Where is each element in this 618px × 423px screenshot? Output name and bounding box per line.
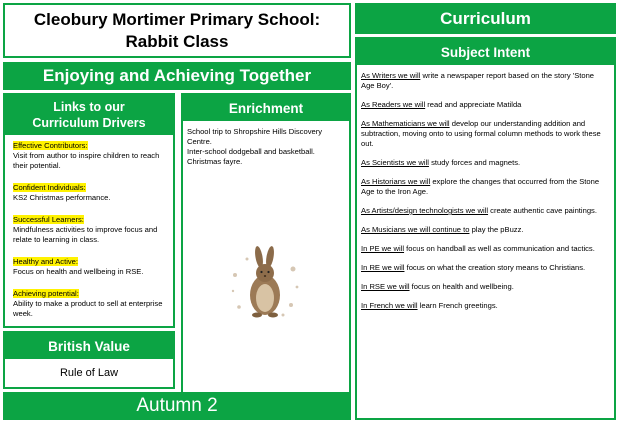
- subject-intent-panel: [355, 37, 616, 420]
- driver-label: Confident Individuals:: [13, 183, 86, 192]
- intent-lead: As Readers we will: [361, 100, 426, 109]
- driver-text: Ability to make a product to sell at enterprise week.: [13, 299, 163, 318]
- driver-label: Successful Learners:: [13, 215, 84, 224]
- subject-intent-heading: Subject Intent: [357, 39, 614, 65]
- driver-item: [13, 141, 167, 171]
- intent-lead: As Historians we will: [361, 177, 431, 186]
- intent-item: [361, 263, 608, 273]
- driver-text: Visit from author to inspire children to reach their potential.: [13, 151, 160, 170]
- intent-lead: As Musicians we will continue to: [361, 225, 470, 234]
- intent-text: explore the changes that occurred from the Stone Age to the Iron Age.: [361, 177, 600, 196]
- intent-item: [361, 119, 608, 149]
- curriculum-drivers-heading: [5, 95, 173, 135]
- british-value-panel: [3, 331, 175, 389]
- british-value-text: Rule of Law: [59, 367, 119, 379]
- curriculum-heading: Curriculum: [355, 3, 616, 34]
- drivers-heading-line2: Curriculum Drivers: [32, 116, 146, 130]
- term-banner: Autumn 2: [3, 392, 351, 420]
- curriculum-drivers-panel: [3, 93, 175, 328]
- driver-item: [13, 183, 167, 203]
- intent-item: [361, 282, 608, 292]
- rabbit-illustration-icon: [225, 245, 305, 325]
- intent-text: play the pBuzz.: [469, 225, 524, 234]
- intent-lead: In PE we will: [361, 244, 405, 253]
- intent-lead: As Mathematicians we will: [361, 119, 450, 128]
- intent-lead: As Writers we will: [361, 71, 421, 80]
- intent-text: learn French greetings.: [417, 301, 498, 310]
- subject-intent-list: [357, 65, 614, 311]
- driver-text: Mindfulness activities to improve focus and relate to learning in class.: [13, 225, 158, 244]
- intent-lead: In RE we will: [361, 263, 405, 272]
- intent-text: focus on handball as well as communication and tactics.: [404, 244, 595, 253]
- enrichment-list: [183, 121, 349, 167]
- intent-text: develop our understanding addition and subtraction, moving onto to using formal column methods to work these out.: [361, 119, 601, 148]
- driver-label: Healthy and Active:: [13, 257, 79, 266]
- intent-lead: As Artists/design technologists we will: [361, 206, 489, 215]
- intent-item: [361, 177, 608, 197]
- enrichment-panel: [181, 93, 351, 403]
- school-title-box: [3, 3, 351, 58]
- drivers-list: [5, 135, 173, 319]
- drivers-heading-line1: Links to our: [53, 100, 125, 114]
- intent-text: read and appreciate Matilda: [425, 100, 522, 109]
- intent-item: [361, 206, 608, 216]
- enrichment-item: Inter-school dodgeball and basketball.: [187, 147, 315, 156]
- intent-item: [361, 301, 608, 311]
- intent-item: [361, 71, 608, 91]
- intent-text: write a newspaper report based on the story 'Stone Age Boy'.: [361, 71, 595, 90]
- intent-text: focus on health and wellbeing.: [409, 282, 514, 291]
- british-value-heading: British Value: [5, 333, 173, 359]
- driver-item: [13, 289, 167, 319]
- driver-item: [13, 215, 167, 245]
- driver-label: Effective Contributors:: [13, 141, 88, 150]
- driver-text: Focus on health and wellbeing in RSE.: [13, 267, 144, 276]
- intent-lead: As Scientists we will: [361, 158, 429, 167]
- school-title-line1: Cleobury Mortimer Primary School:: [33, 9, 321, 29]
- enrichment-item: Christmas fayre.: [187, 157, 243, 166]
- intent-lead: In French we will: [361, 301, 418, 310]
- motto-banner: Enjoying and Achieving Together: [3, 62, 351, 90]
- enrichment-item: School trip to Shropshire Hills Discovery Centre.: [187, 127, 323, 146]
- enrichment-heading: Enrichment: [183, 95, 349, 121]
- intent-item: [361, 244, 608, 254]
- driver-item: [13, 257, 167, 277]
- school-title-line2: Rabbit Class: [125, 31, 229, 51]
- driver-label: Achieving potential:: [13, 289, 79, 298]
- intent-text: focus on what the creation story means to Christians.: [404, 263, 586, 272]
- intent-lead: In RSE we will: [361, 282, 410, 291]
- intent-item: [361, 225, 608, 235]
- intent-item: [361, 158, 608, 168]
- intent-item: [361, 100, 608, 110]
- driver-text: KS2 Christmas performance.: [13, 193, 111, 202]
- intent-text: study forces and magnets.: [428, 158, 521, 167]
- intent-text: create authentic cave paintings.: [488, 206, 597, 215]
